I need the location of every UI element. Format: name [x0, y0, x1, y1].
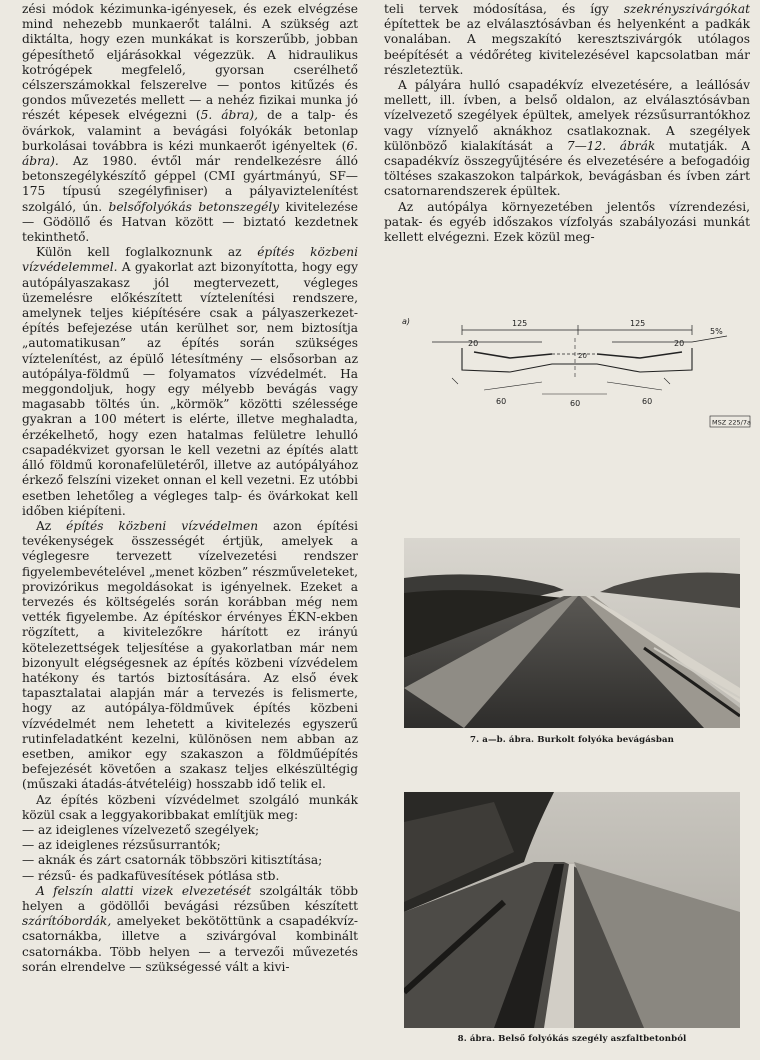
paragraph: Az építés közbeni vízvédelmet szolgáló munkák közül csak a leggyakoribbakat említjük meg: — [22, 792, 358, 822]
bullet-list — [22, 823, 358, 884]
paragraph: A felszín alatti vizek elvezetését szolgálták több helyen a gödöllői bevágási rézsűben készített szárítóbordák, amelyeket bekötöttünk a csapadékvíz-csatornákba, illetve a szivárgóval kombinált csatornákba. Több helyen — a tervezői művezetés során elrendelve — szükségessé vált a kivi- — [22, 883, 358, 974]
dimension-label: 20 — [674, 339, 685, 348]
paragraph: Külön kell foglalkoznunk az építés közbeni vízvédelemmel. A gyakorlat azt bizonyította, hogy egy autópályaszakasz jól megtervezett, végleges üzemelésre előkészített víztelenítési rendszere, amelynek teljes kiépítésére csak a pályaszerkezet-építés befejezése után kerülhet sor, nem biztosítja „automatikusan” az építés során szükséges víztelenítést, az épülő létesítmény — elsősorban az autópálya-földmű — folyamatos vízvédelmét. Ha meggondoljuk, hogy egy mélyebb bevágás vagy magasabb töltés ún. „körmök” közötti szélessége gyakran a 100 métert is elérte, illetve meghaladta, érzékelhető, hogy ezen hatalmas felületre lehulló csapadékvizet gyorsan le kell vezetni az építés alatt álló földmű koronafelületéről, illetve az autópályához érkező felszíni vizeket onnan el kell vezetni. Ez utóbbi esetben lehetőleg a végleges talp- és övárkokat kell időben kiépíteni. — [22, 245, 359, 518]
left-text-column — [22, 2, 358, 975]
photo-asphalt-gutter — [404, 792, 740, 1028]
list-item: — az ideiglenes rézsűsurrantók; — [22, 838, 221, 853]
dimension-label: 125 — [630, 319, 646, 328]
cross-section-drawing — [392, 308, 752, 448]
dimension-label: 60 — [496, 397, 507, 406]
depth-label: 20 — [578, 352, 587, 360]
paragraph: Az autópálya környezetében jelentős vízrendezési, patak- és egyéb időszakos vízfolyás szabályozási munkát kellett elvégezni. Ezek közül meg- — [384, 199, 750, 245]
dimension-label: 20 — [468, 339, 479, 348]
right-text-column — [384, 2, 750, 245]
dimension-label: 125 — [512, 319, 528, 328]
standard-label: MSZ 225/7a — [712, 418, 751, 427]
slope-label: 5% — [710, 327, 723, 336]
paragraph: zési módok kézimunka-igényesek, és ezek elvégzése mind nehezebb munkaerőt találni. A szükség azt diktálta, hogy ezen munkákat is korszerűbb, jobban gépesíthető eljárásokkal végezzük. A hidraulikus kotrógépek megfelelő, gyorsan cserélhető célszerszámokkal felszerelve — pontos kitűzés és gondos művezetés mellett — a nehéz fizikai munka jó részét képesek elvégezni (5. ábra), de a talp- és övárkok, valamint a bevágási folyókák betonlap burkolásai továbbra is kézi munkaerőt igényeltek (6. ábra). Az 1980. évtől már rendelkezésre álló betonszegélykészítő géppel (CMI gyártmányú, SF—175 típusú szegélyfiniser) a pályaviztelenítést szolgáló, ún. belsőfolyókás betonszegély kivitelezése — Gödöllő és Hatvan között — biztató kezdetnek tekinthető. — [22, 2, 358, 245]
paragraph: A pályára hulló csapadékvíz elvezetésére, a leállósáv mellett, ill. ívben, a belső oldalon, az elválasztósávban vízelvezető szegélyek épültek, amelyek rézsűsurrantókhoz vagy víznyelő aknákhoz csatlakoznak. A szegélyek különböző kialakítását a 7—12. ábrák mutatják. A csapadékvíz összegyűjtésére és elvezetésére a befogadóig töltéses szakaszokon talpárkok, bevágásban és ívben zárt csatornarendszerek épültek. — [384, 78, 750, 199]
list-item: — az ideiglenes vízelvezető szegélyek; — [22, 822, 260, 837]
paragraph: teli tervek módosítása, és így szekrényszivárgókat építettek be az elválasztósávban és helyenként a padkák vonalában. A megszakító keresztszivárgók utólagos beépítését a védőréteg kivitelezésével kapcsolatban már részleteztük. — [384, 2, 750, 77]
photo-road-cutting — [404, 538, 740, 728]
dimension-label: 60 — [642, 397, 653, 406]
drawing-part-label: a) — [402, 317, 411, 326]
dimension-label: 60 — [570, 399, 581, 408]
paragraph: Az építés közbeni vízvédelmen azon építési tevékenységek összességét értjük, amelyek a véglegesre tervezett vízelvezetési rendszer figyelembevételével „menet közben” részműveleteket, provizórikus megoldásokat is igényelnek. Ezeket a tervezés és költségelés során korábban még nem vették figyelembe. Az építéskor érvényes ÉKN-ekben rögzített, a kivitelezőkre hárított ez irányú kötelezettségek teljesítése a gyakorlatban már nem bizonyult elégségesnek az építés közbeni vízvédelem hatékony és tartós biztosítására. Az első évek tapasztalatai alapján már a tervezés is felismerte, hogy az autópálya-földművek építés közbeni vízvédelmét nem lehetett a kivitelezés egyszerű rutinfeladatként kezelni, különösen nem abban az esetben, amikor egy szakaszon a földműépítés befejezését követően a szakasz teljes elkészültégig (műszaki átadás-átvételéig) hosszabb idő telik el. — [22, 518, 359, 792]
figure-caption: 8. ábra. Belső folyókás szegély aszfaltbetonból — [457, 1034, 687, 1044]
list-item: — rézsű- és padkafüvesítések pótlása stb. — [22, 868, 280, 883]
list-item: — aknák és zárt csatornák többszöri kitisztítása; — [22, 853, 323, 868]
figure-caption: 7. a—b. ábra. Burkolt folyóka bevágásban — [470, 735, 674, 745]
